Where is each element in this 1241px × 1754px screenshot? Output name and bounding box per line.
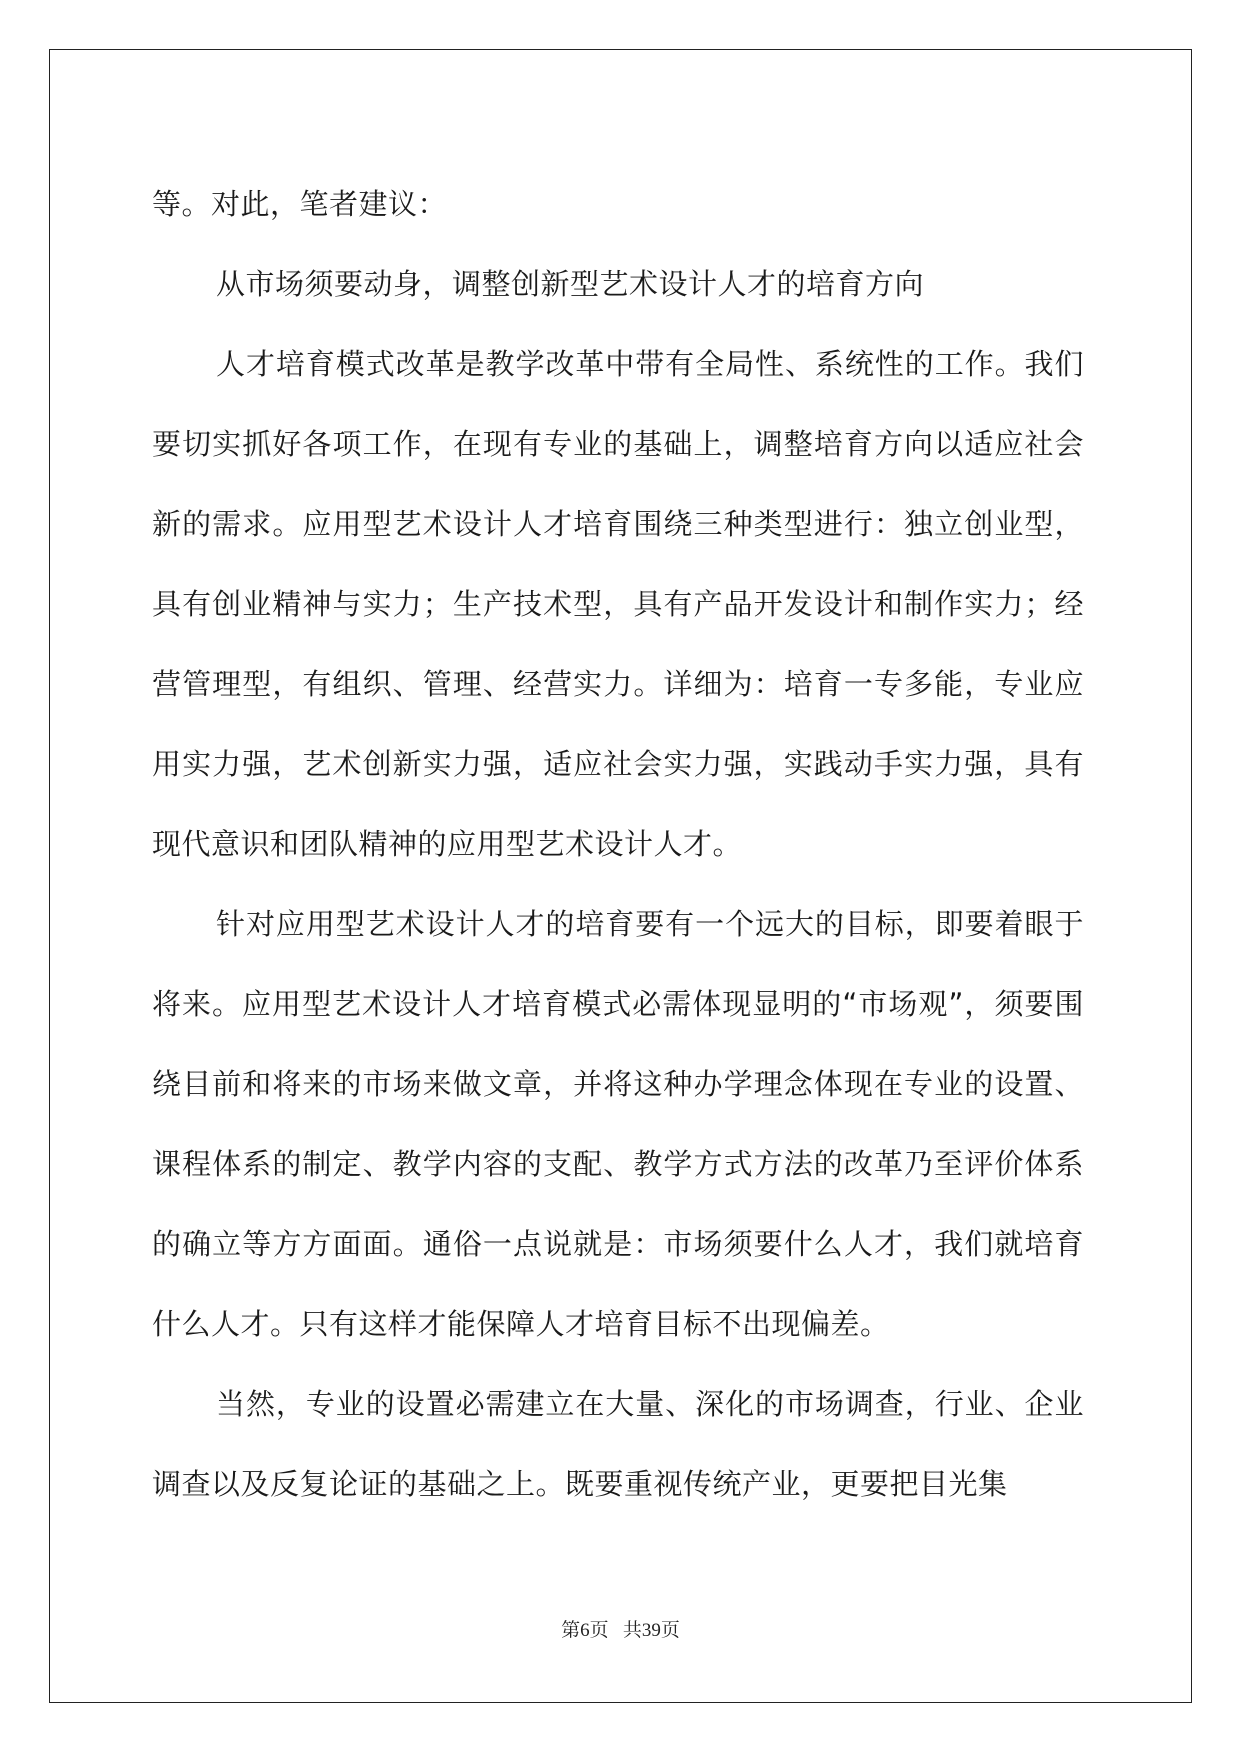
section-heading <box>152 244 1084 324</box>
footer-total-label: 共 <box>622 1620 642 1641</box>
document-body <box>152 164 1084 1524</box>
footer-page-unit: 页 <box>589 1620 609 1641</box>
footer-total-pages: 39 <box>641 1620 661 1641</box>
text-line: 能，专业应用实力强，艺术创新实力强，适应社会实力强，实践动手 <box>152 667 1084 781</box>
text-line: 们要切实抓好各项工作，在现有专业的基础上，调整培育方向以适应 <box>152 347 1084 461</box>
text-line: 人才培育模式改革是教学改革中带有全局性、系统性的工作。我 <box>216 347 1055 381</box>
text-line: 业型，具有创业精神与实力；生产技术型，具有产品开发设计和制作 <box>152 507 1084 621</box>
text-line: 社会新的需求。应用型艺术设计人才培育围绕三种类型进行：独立创 <box>152 427 1084 541</box>
footer-page-label: 第 <box>561 1620 581 1641</box>
text-line: 等。对此，笔者建议： <box>152 187 448 221</box>
text-line: 要围绕目前和将来的市场来做文章，并将这种办学理念体现在专业的 <box>152 987 1084 1101</box>
paragraph-market-goal <box>152 884 1084 1364</box>
text-line: 从市场须要动身，调整创新型艺术设计人才的培育方向 <box>216 267 925 301</box>
text-line: 于将来。应用型艺术设计人才培育模式必需体现显明的“市场观”，须 <box>152 907 1084 1021</box>
text-line: 我们就培育什么人才。只有这样才能保障人才培育目标不出现偏差。 <box>152 1227 1084 1341</box>
text-line: 当然，专业的设置必需建立在大量、深化的市场调查，行业、企 <box>216 1387 1055 1421</box>
paragraph-intro <box>152 164 1084 244</box>
text-line: 评价体系的确立等方方面面。通俗一点说就是：市场须要什么人才， <box>152 1147 1084 1261</box>
page-footer <box>0 1615 1241 1642</box>
text-line: 实力；经营管理型，有组织、管理、经营实力。详细为：培育一专多 <box>152 587 1084 701</box>
paragraph-market-research <box>152 1364 1084 1524</box>
text-line: 针对应用型艺术设计人才的培育要有一个远大的目标，即要着眼 <box>216 907 1055 941</box>
text-line: 设置、课程体系的制定、教学内容的支配、教学方式方法的改革乃至 <box>152 1067 1084 1181</box>
text-line: 业调查以及反复论证的基础之上。既要重视传统产业，更要把目光集 <box>152 1387 1084 1501</box>
footer-page-number: 6 <box>580 1620 590 1641</box>
footer-total-unit: 页 <box>660 1620 680 1641</box>
footer-gap <box>609 1620 623 1641</box>
text-line: 实力强，具有现代意识和团队精神的应用型艺术设计人才。 <box>152 747 1084 861</box>
paragraph-talent-model <box>152 324 1084 884</box>
